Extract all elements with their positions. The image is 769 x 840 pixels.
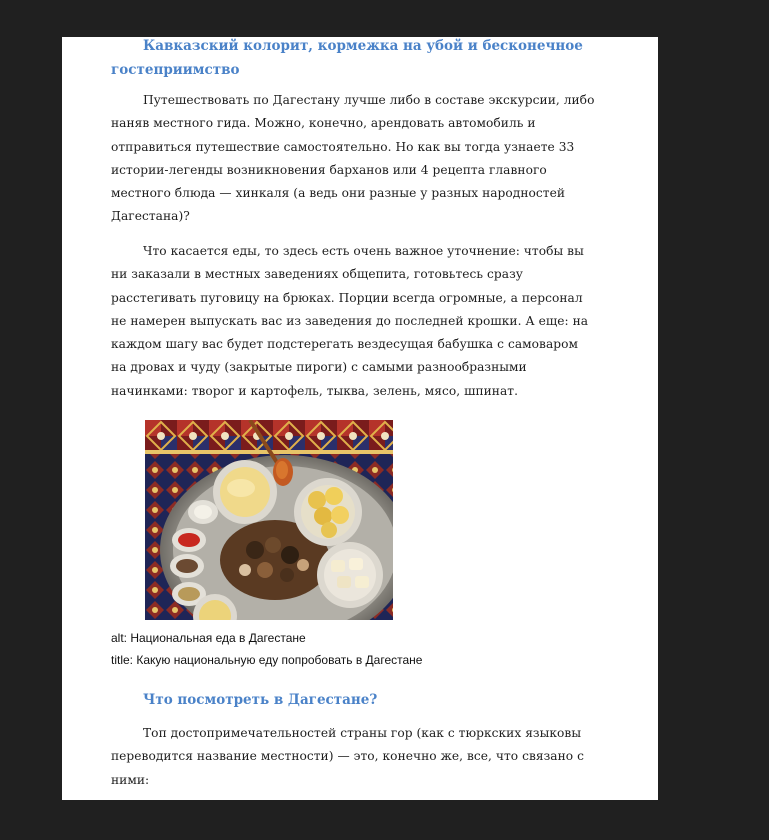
text-line: на дровах и чуду (закрытые пироги) с самыми разнообразными: [111, 360, 527, 375]
food-photo-illustration: [145, 420, 393, 620]
text-line: начинками: творог и картофель, тыква, зелень, мясо, шпинат.: [111, 383, 519, 398]
text-line: ни заказали в местных заведениях общепита, готовьтесь сразу: [111, 267, 523, 282]
image-alt-text: alt: Национальная еда в Дагестане: [111, 631, 306, 645]
text-line: не намерен выпускать вас из заведения до последней крошки. А еще: на: [111, 313, 589, 328]
text-line: Что касается еды, то здесь есть очень важное уточнение: чтобы вы: [143, 244, 584, 258]
text-line: местного блюда — хинкаля (а ведь они разные у разных народностей: [111, 186, 566, 201]
heading-line: гостеприимство: [111, 62, 240, 78]
text-line: отправиться путешествие самостоятельно. Но как вы тогда узнаете 33: [111, 139, 575, 154]
section-heading-caucasian-color: [111, 37, 583, 82]
text-line: наняв местного гида. Можно, конечно, арендовать автомобиль и: [111, 116, 536, 131]
heading-line: Что посмотреть в Дагестане?: [143, 692, 378, 708]
text-line: Топ достопримечательностей страны гор (как с тюркских языковы: [143, 726, 582, 740]
paragraph-food: [111, 240, 588, 403]
text-line: ними:: [111, 772, 150, 787]
paragraph-travel: [111, 89, 594, 229]
text-line: истории-легенды возникновения барханов или 4 рецепта главного: [111, 162, 547, 177]
heading-line: Кавказский колорит, кормежка на убой и бесконечное: [143, 38, 583, 54]
text-line: каждом шагу вас будет подстерегать вездесущая бабушка с самоваром: [111, 337, 579, 352]
paragraph-sights: [111, 722, 584, 792]
text-line: Путешествовать по Дагестану лучше либо в составе экскурсии, либо: [143, 93, 595, 107]
text-line: расстегивать пуговицу на брюках. Порции всегда огромные, а персонал: [111, 290, 583, 305]
food-photo: [145, 420, 393, 620]
document-page: [62, 37, 658, 800]
section-heading-what-to-see: [111, 688, 377, 712]
text-line: Дагестана)?: [111, 209, 190, 224]
image-title-text: title: Какую национальную еду попробовать в Дагестане: [111, 653, 423, 667]
text-line: переводится название местности) — это, конечно же, все, что связано с: [111, 749, 584, 764]
